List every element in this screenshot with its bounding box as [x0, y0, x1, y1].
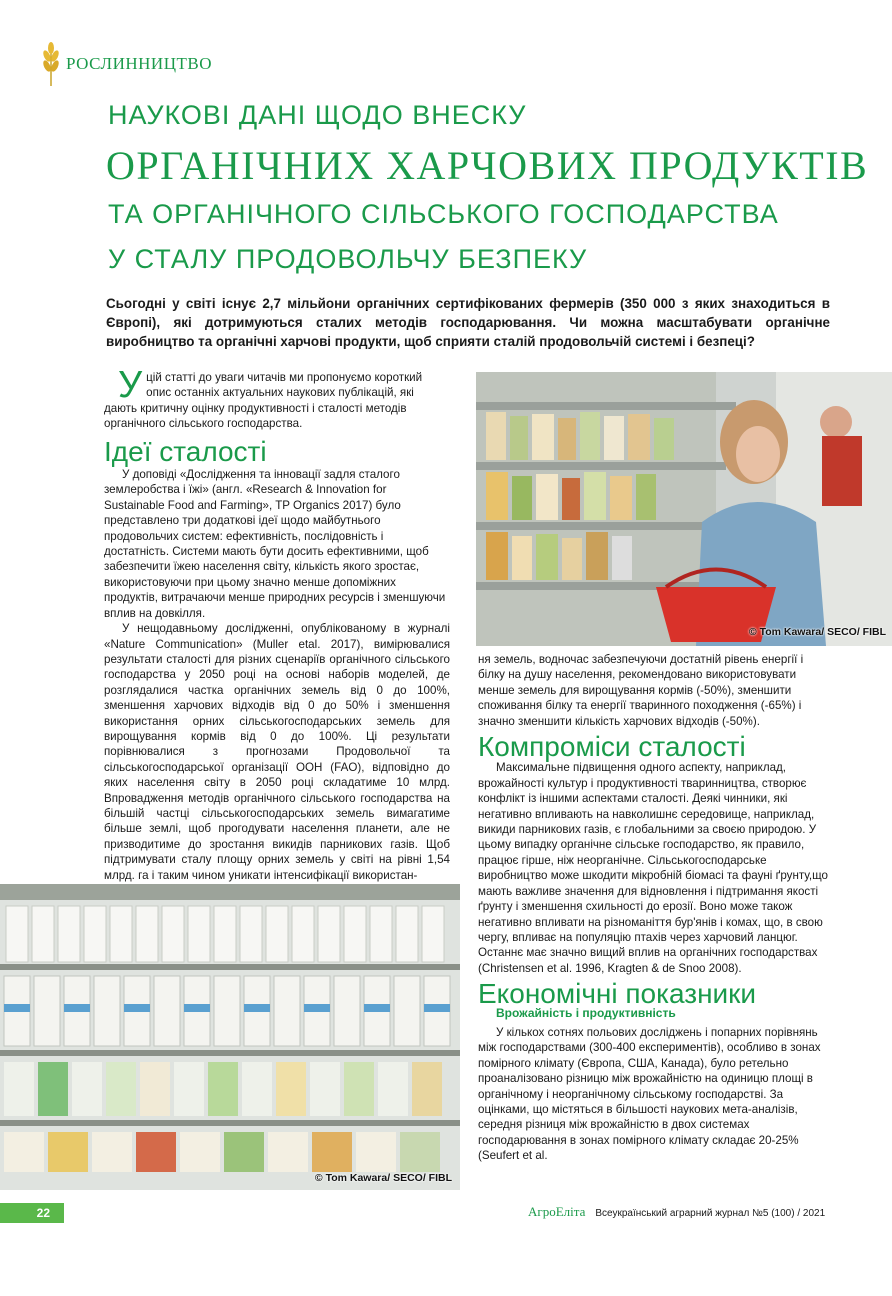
- photo-dairy-image: [0, 884, 460, 1190]
- paragraph: Максимальне підвищення одного аспекту, наприклад, врожайності культур і продуктивності тваринництва, створює конфлікт із іншими аспектами сталості. Деякі чинники, які негативно впливають на навколишнє середовище, наприклад, викиди парникових газів, є глобальними за своєю природою. У цьому випадку органічне сільське господарство, як правило, працює гірше, ніж неорганічне. Сільськогосподарське виробництво може шкодити мікробній біомасі та фауні ґрунту,що мають важливе значення для відновлення і підтримання якості ґрунту і зменшення схильності до ерозії. Воно може також негативно впливати на різноманіття бур'янів і комах, що, в свою чергу, впливає на популяцію птахів через харчовий ланцюг. Останнє має значно вищий вплив на органічних господарствах (Christensen et al. 1996, Kragten & de Snoo 2008).: [478, 761, 829, 975]
- footer: [528, 1204, 825, 1220]
- footer-brand: АгроЕліта: [528, 1204, 586, 1219]
- lead-paragraph: Сьогодні у світі існує 2,7 мільйони органічних сертифікованих фермерів (350 000 з яких знаходиться в Європі), які дотримуються сталих методів господарювання. Чи можна масштабувати органічне виробництво та органічні харчові продукти, щоб сприяти сталій продовольчій системі і безпеці?: [106, 296, 830, 349]
- title-line-4: У СТАЛУ ПРОДОВОЛЬЧУ БЕЗПЕКУ: [108, 244, 588, 274]
- left-column: [104, 364, 450, 883]
- heading-economics: Економічні показники: [478, 978, 757, 1010]
- section-label: РОСЛИННИЦТВО: [66, 54, 212, 73]
- photo-shopper: [476, 372, 892, 646]
- paragraph: У доповіді «Дослідження та інновації задля сталого землеробства і їжі» (англ. «Research & Innovation for Sustainable Food and Farming», TP Organics 2017) було представлено три додаткові ідеї щодо майбутнього продовольчих систем: ефективність, послідовність і достатність. Системи мають бути досить ефективними, щоб забезпечити їжею населення світу, кількість якого зростає, використовуючи при цьому значно менше допоміжних продуктів, витрачаючи менше природних ресурсів і зменшуючи вплив на довкілля.: [104, 468, 446, 620]
- title-line-2: ОРГАНІЧНИХ ХАРЧОВИХ ПРОДУКТІВ: [106, 143, 869, 188]
- title-line-3: ТА ОРГАНІЧНОГО СІЛЬСЬКОГО ГОСПОДАРСТВА: [108, 199, 779, 229]
- subheading-yield: Врожайність і продуктивність: [496, 1005, 676, 1020]
- right-column: [478, 652, 832, 1164]
- intro-text: цій статті до уваги читачів ми пропонуємо короткий опис останніх актуальних наукових публікацій, які дають критичну оцінку продуктивності і сталості методів органічного сільського господарства.: [104, 371, 423, 431]
- title-line-1: НАУКОВІ ДАНІ ЩОДО ВНЕСКУ: [108, 100, 527, 130]
- section-tag: [42, 44, 212, 84]
- photo-credit: © Tom Kawara/ SECO/ FIBL: [748, 626, 886, 638]
- page-number: 22: [0, 1203, 64, 1223]
- drop-cap: У: [118, 364, 143, 406]
- heading-ideas: Ідеї сталості: [104, 435, 267, 467]
- photo-dairy: [0, 884, 460, 1190]
- paragraph-continuation: ня земель, водночас забезпечуючи достатній рівень енергії і білку на душу населення, рекомендовано використовувати менше земель для вирощування кормів (-50%), зменшити споживання білку та енергії тваринного походження (-65%) і значно зменшити кількість харчових відходів (-50%).: [478, 653, 804, 728]
- paragraph: У кількох сотнях польових досліджень і попарних порівнянь між господарствами (300-400 експериментів), особливо в зонах помірного клімату (Європа, США, Канада), було ретельно проаналізовано різницю між врожайністю на одиницю площі в органічному і неорганічному сільському господарстві. За оцінками, що містяться в більшості наукових мета-аналізів, середня різниця між врожайністю в двох системах господарювання в зонах помірного клімату складає 20-25% (Seufert et al.: [478, 1025, 821, 1163]
- footer-journal: Всеукраїнський аграрний журнал №5 (100) / 2021: [595, 1208, 826, 1219]
- photo-credit: © Tom Kawara/ SECO/ FIBL: [314, 1172, 452, 1184]
- wheat-icon: [42, 42, 60, 86]
- heading-tradeoffs: Компроміси сталості: [478, 731, 746, 763]
- photo-shopper-image: [476, 372, 892, 646]
- intro-paragraph: [104, 364, 450, 432]
- paragraph: У нещодавньому дослідженні, опублікованому в журналі «Nature Communication» (Muller etal. 2017), вимірювалися результати сталості для різних сценаріїв органічного сільського господарства у 2050 році на основі наборів моделей, де розглядалися частка органічних земель від 0 до 100%, зменшення харчових відходів від 0 до 50% і зменшення використання орних сільськогосподарських земель для вирощування кормів від 0 до 100%. Ці результати порівнювалися з прогнозами Продовольчої та сільськогосподарської організації ООН (FAO), відповідно до яких населення світу в 2050 році складатиме 10 млрд. Впровадження методів органічного сільського господарства на більшій частці сільськогосподарських земель вимагатиме більше землі, щоб прогодувати населення планети, але не призводитиме до зростання викидів парникових газів. Щоб підтримувати сталу площу орних земель у світі на рівні 1,54 млрд. га і таким чином уникати інтенсифікації використан-: [104, 622, 450, 882]
